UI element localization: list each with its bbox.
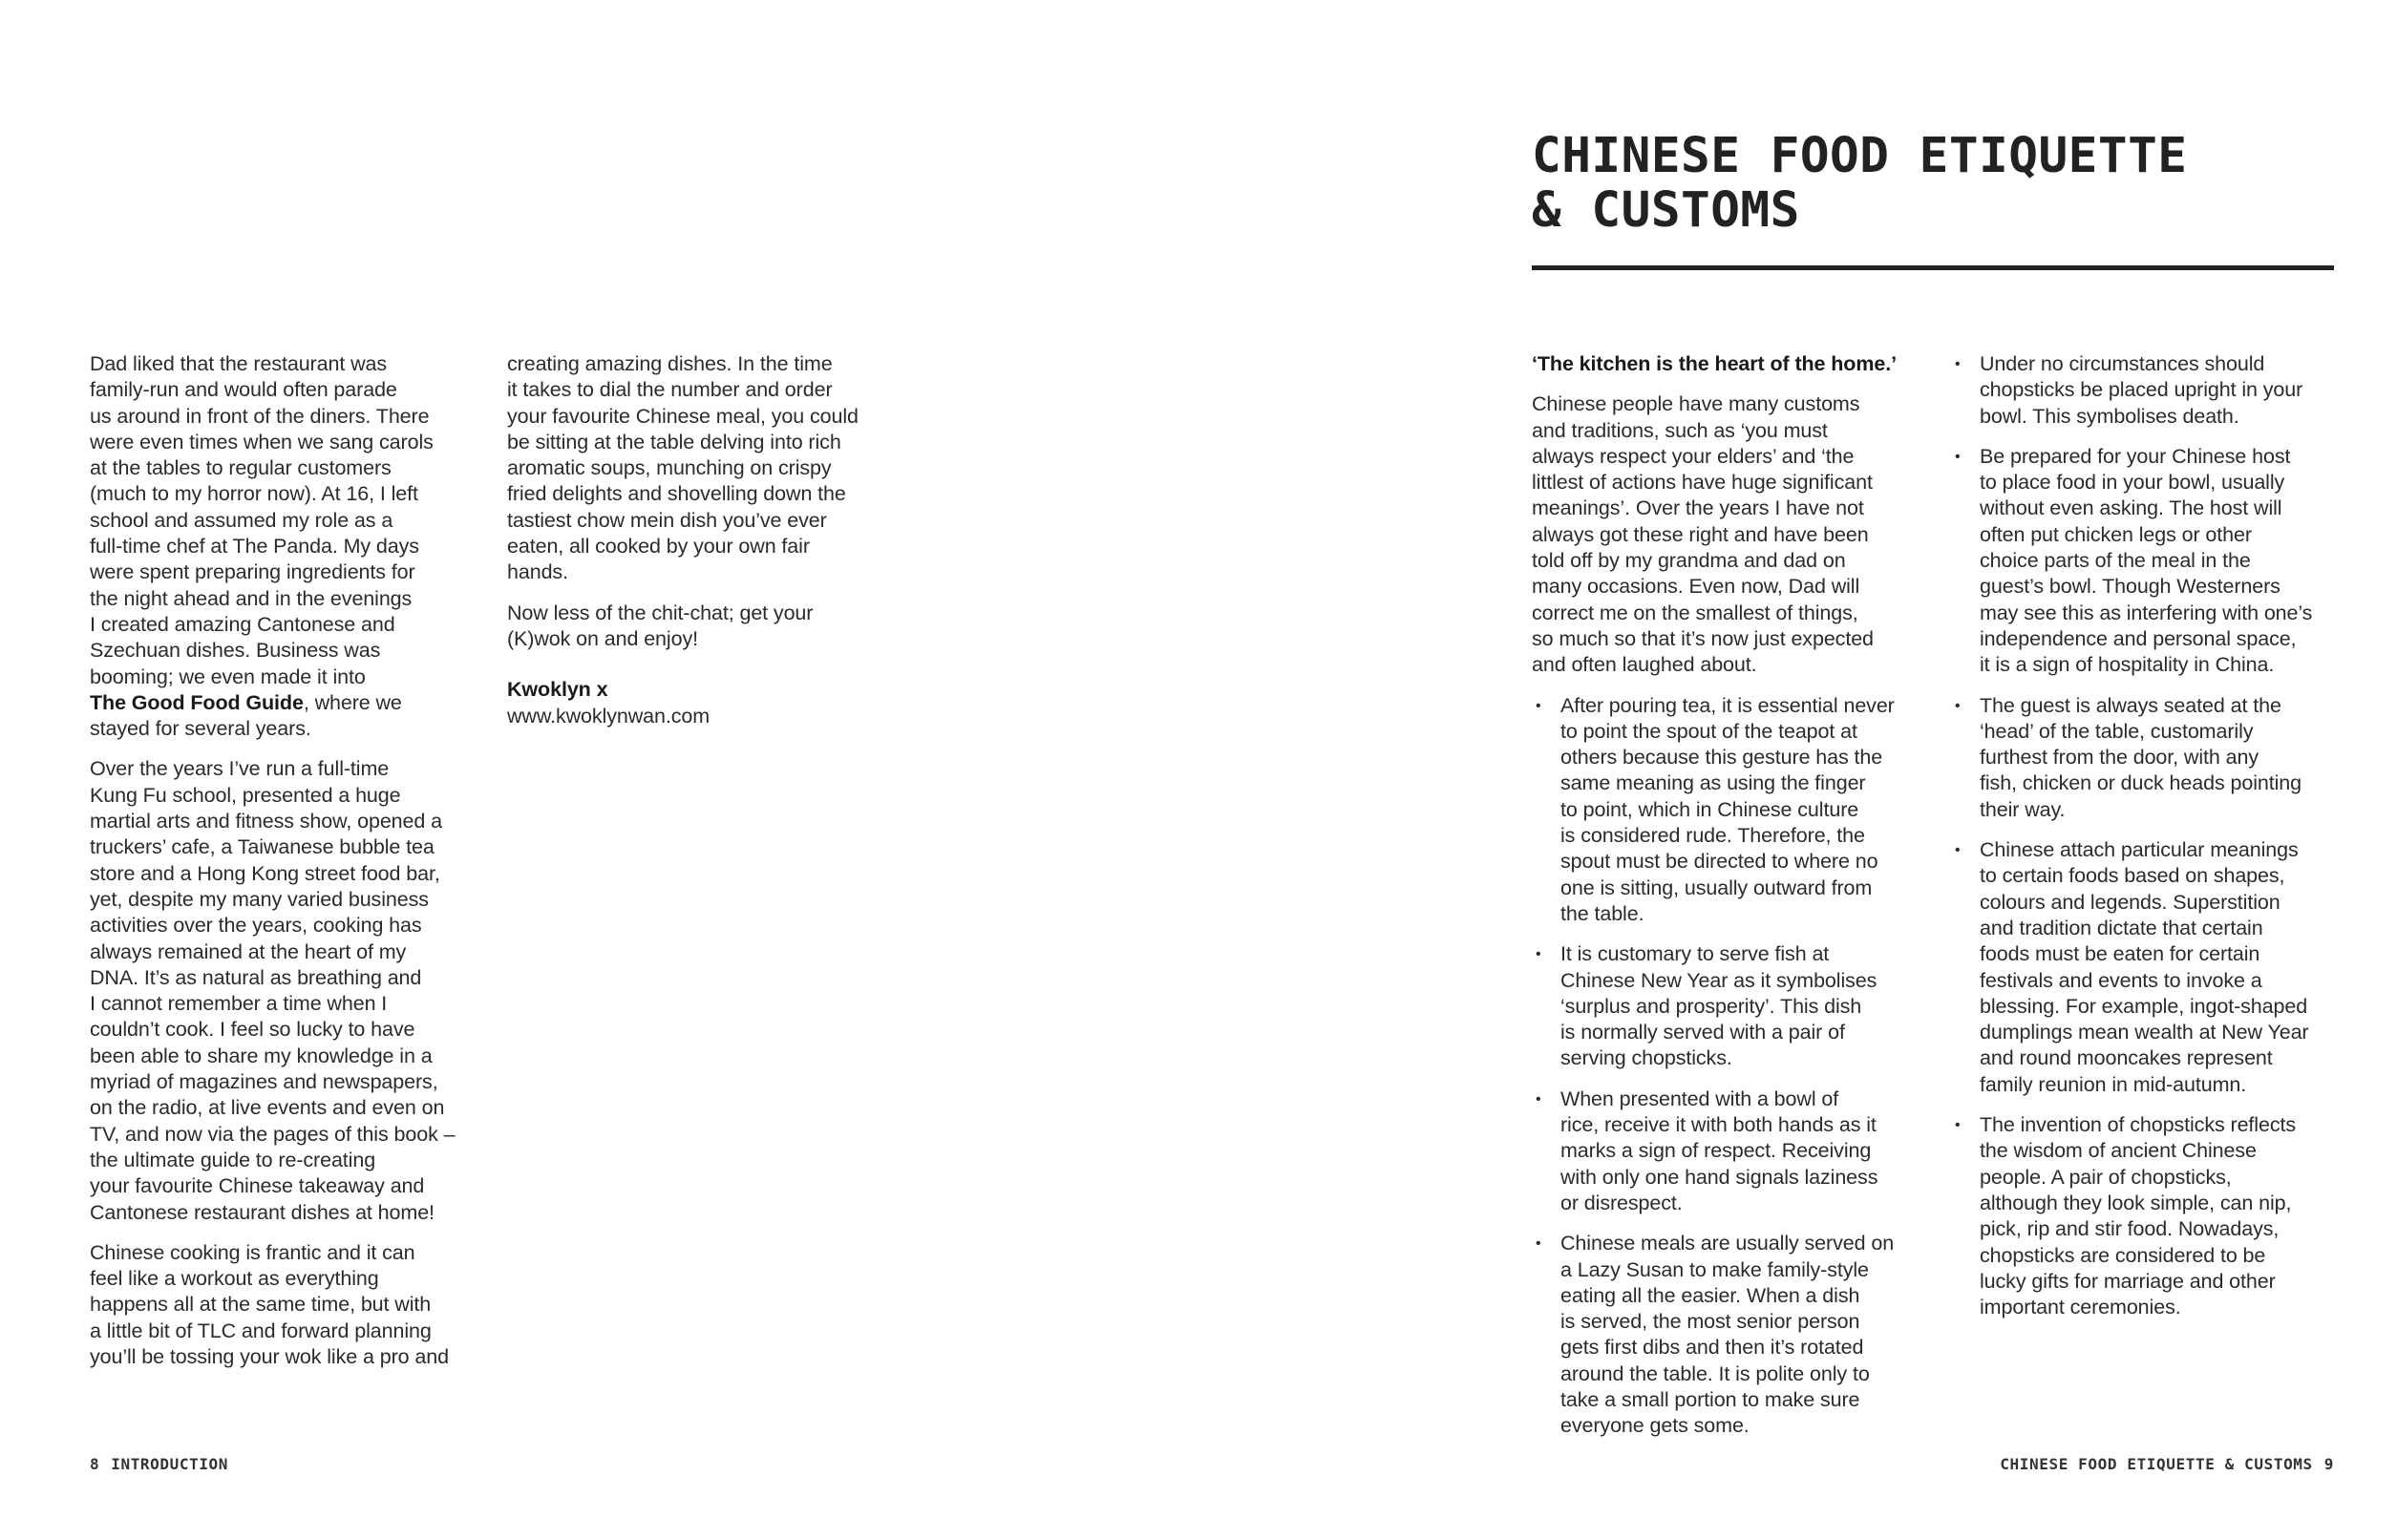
- title-underline-rule: [1532, 265, 2334, 270]
- text-line: serving chopsticks.: [1560, 1046, 1732, 1070]
- pull-quote-text: ‘The kitchen is the heart of the home.’: [1532, 352, 1897, 375]
- text-line: I created amazing Cantonese and: [90, 612, 395, 636]
- text-line: dumplings mean wealth at New Year: [1980, 1021, 2309, 1044]
- text-line: be sitting at the table delving into rich: [507, 430, 841, 454]
- text-run: stayed for several years.: [90, 717, 311, 741]
- text-line: full-time chef at The Panda. My days: [90, 535, 419, 559]
- text-line: guest’s bowl. Though Westerners: [1980, 575, 2280, 599]
- text-line: feel like a workout as everything: [90, 1267, 379, 1291]
- text-line: festivals and events to invoke a: [1980, 968, 2262, 992]
- text-line: so much so that it’s now just expected: [1532, 626, 1874, 650]
- text-line: Dad liked that the restaurant was: [90, 352, 388, 375]
- text-line: the wisdom of ancient Chinese: [1980, 1139, 2257, 1163]
- text-line: Under no circumstances should: [1980, 352, 2265, 375]
- intro-paragraph-4: [507, 351, 889, 586]
- bullet-item: [1532, 1086, 1923, 1216]
- text-line: tastiest chow mein dish you’ve ever: [507, 508, 827, 532]
- right-page-column-1: [1532, 351, 1923, 1440]
- text-line: couldn’t cook. I feel so lucky to have: [90, 1018, 415, 1042]
- text-line: people. A pair of chopsticks,: [1980, 1165, 2232, 1189]
- text-line: school and assumed my role as a: [90, 508, 393, 532]
- text-line: activities over the years, cooking has: [90, 914, 422, 938]
- text-line: fish, chicken or duck heads pointing: [1980, 771, 2302, 795]
- bullet-item: [1951, 837, 2343, 1098]
- text-line: family reunion in mid-autumn.: [1980, 1072, 2247, 1096]
- text-line: one is sitting, usually outward from: [1560, 875, 1873, 899]
- text-line: The guest is always seated at the: [1980, 693, 2281, 717]
- text-line: aromatic soups, munching on crispy: [507, 456, 832, 480]
- text-line: with only one hand signals laziness: [1560, 1165, 1878, 1189]
- text-line: to certain foods based on shapes,: [1980, 864, 2285, 888]
- bullet-item: [1951, 444, 2343, 679]
- text-line: yet, despite my many varied business: [90, 887, 429, 911]
- bullet-item: [1951, 1112, 2343, 1320]
- signature: Kwoklyn x: [507, 678, 608, 702]
- text-line: ‘surplus and prosperity’. This dish: [1560, 994, 1862, 1018]
- text-line: pick, rip and stir food. Nowadays,: [1980, 1217, 2280, 1241]
- text-line: booming; we even made it into: [90, 665, 366, 688]
- text-line: After pouring tea, it is essential never: [1560, 693, 1895, 717]
- text-line: is considered rude. Therefore, the: [1560, 824, 1865, 848]
- page-number: 9: [2323, 1455, 2334, 1473]
- left-page-column-2: [507, 351, 889, 729]
- text-line: told off by my grandma and dad on: [1532, 549, 1846, 573]
- text-line: I cannot remember a time when I: [90, 992, 388, 1016]
- right-page-footer: [2000, 1455, 2334, 1473]
- bullet-dot-icon: •: [1955, 842, 1961, 859]
- chapter-title-line-2: & CUSTOMS: [1532, 182, 1800, 239]
- text-line: myriad of magazines and newspapers,: [90, 1070, 438, 1094]
- pull-quote: [1532, 351, 1923, 377]
- running-footer-label: CHINESE FOOD ETIQUETTE & CUSTOMS: [2000, 1455, 2313, 1473]
- text-line: independence and personal space,: [1980, 626, 2297, 650]
- text-line: often put chicken legs or other: [1980, 522, 2252, 546]
- text-line: always respect your elders’ and ‘the: [1532, 444, 1855, 468]
- text-line: to place food in your bowl, usually: [1980, 471, 2285, 495]
- text-line: their way.: [1980, 797, 2066, 821]
- text-line: take a small portion to make sure: [1560, 1387, 1860, 1411]
- text-line: DNA. It’s as natural as breathing and: [90, 965, 422, 989]
- text-line: always remained at the heart of my: [90, 939, 407, 963]
- text-line: chopsticks are considered to be: [1980, 1243, 2266, 1267]
- text-line: Chinese New Year as it symbolises: [1560, 968, 1877, 992]
- text-line: colours and legends. Superstition: [1980, 890, 2280, 914]
- text-line: everyone gets some.: [1560, 1414, 1750, 1438]
- text-line: spout must be directed to where no: [1560, 850, 1878, 874]
- text-line: eaten, all cooked by your own fair: [507, 535, 810, 559]
- intro-paragraph-1: [90, 351, 472, 742]
- text-line: is served, the most senior person: [1560, 1310, 1860, 1334]
- text-line: furthest from the door, with any: [1980, 746, 2259, 770]
- text-line: a little bit of TLC and forward planning: [90, 1318, 432, 1342]
- text-line: eating all the easier. When a dish: [1560, 1283, 1860, 1307]
- text-line: on the radio, at live events and even on: [90, 1096, 445, 1120]
- text-line: martial arts and fitness show, opened a: [90, 810, 442, 833]
- left-page-footer: [90, 1455, 228, 1473]
- text-line: to point, which in Chinese culture: [1560, 797, 1859, 821]
- text-line: Chinese meals are usually served on: [1560, 1232, 1895, 1255]
- text-line: Now less of the chit-chat; get your: [507, 601, 814, 624]
- text-line: may see this as interfering with one’s: [1980, 601, 2313, 624]
- text-line: your favourite Chinese takeaway and: [90, 1174, 425, 1198]
- text-line: at the tables to regular customers: [90, 456, 392, 480]
- text-line: gets first dibs and then it’s rotated: [1560, 1336, 1864, 1360]
- text-line: Chinese people have many customs: [1532, 392, 1860, 416]
- page-number: 8: [90, 1455, 100, 1473]
- bullet-dot-icon: •: [1955, 697, 1961, 714]
- text-line: Kung Fu school, presented a huge: [90, 783, 401, 807]
- text-line: around the table. It is polite only to: [1560, 1361, 1870, 1385]
- text-line: littlest of actions have huge significant: [1532, 471, 1873, 495]
- text-line: us around in front of the diners. There: [90, 404, 430, 428]
- text-line: the night ahead and in the evenings: [90, 586, 413, 610]
- bullet-item: [1532, 693, 1923, 928]
- running-footer-label: INTRODUCTION: [111, 1455, 229, 1473]
- text-line: were even times when we sang carols: [90, 430, 434, 454]
- text-line: important ceremonies.: [1980, 1296, 2181, 1319]
- text-line: It is customary to serve fish at: [1560, 942, 1830, 966]
- left-page-column-1: [90, 351, 472, 1370]
- text-line: creating amazing dishes. In the time: [507, 352, 833, 375]
- text-line: although they look simple, can nip,: [1980, 1191, 2292, 1214]
- text-run: , where we: [303, 690, 402, 714]
- text-line: it is a sign of hospitality in China.: [1980, 653, 2275, 677]
- bullet-dot-icon: •: [1955, 448, 1961, 465]
- text-line: and tradition dictate that certain: [1980, 916, 2263, 939]
- text-line: without even asking. The host will: [1980, 496, 2282, 520]
- text-line: lucky gifts for marriage and other: [1980, 1269, 2276, 1293]
- text-line: (K)wok on and enjoy!: [507, 626, 698, 650]
- text-line: bowl. This symbolises death.: [1980, 404, 2239, 428]
- text-line: and traditions, such as ‘you must: [1532, 418, 1828, 442]
- text-line: family-run and would often parade: [90, 378, 397, 402]
- text-line: Szechuan dishes. Business was: [90, 639, 381, 663]
- text-line: were spent preparing ingredients for: [90, 560, 415, 584]
- intro-paragraph-3: [90, 1240, 472, 1370]
- text-line: foods must be eaten for certain: [1980, 942, 2260, 966]
- right-page-column-2: [1951, 351, 2343, 1320]
- bold-book-title: The Good Food Guide: [90, 690, 304, 714]
- text-line: happens all at the same time, but with: [90, 1293, 432, 1317]
- text-line: chopsticks be placed upright in your: [1980, 378, 2303, 402]
- text-line: always got these right and have been: [1532, 522, 1869, 546]
- chapter-title: [1532, 129, 2344, 238]
- text-line: The invention of chopsticks reflects: [1980, 1113, 2297, 1137]
- text-line: ‘head’ of the table, customarily: [1980, 719, 2254, 743]
- text-line: and often laughed about.: [1532, 653, 1757, 677]
- signature-block: [507, 677, 889, 729]
- text-line: Over the years I’ve run a full-time: [90, 757, 390, 781]
- text-line: you’ll be tossing your wok like a pro and: [90, 1344, 449, 1368]
- text-line: and round mooncakes represent: [1980, 1046, 2273, 1070]
- text-line: TV, and now via the pages of this book –: [90, 1122, 456, 1146]
- bullet-dot-icon: •: [1955, 1117, 1961, 1134]
- text-line: rice, receive it with both hands as it: [1560, 1113, 1877, 1137]
- text-line: is normally served with a pair of: [1560, 1021, 1845, 1044]
- text-line: blessing. For example, ingot-shaped: [1980, 994, 2308, 1018]
- text-line: fried delights and shovelling down the: [507, 482, 846, 506]
- bullet-item: [1951, 351, 2343, 430]
- bullet-dot-icon: •: [1536, 697, 1541, 714]
- text-line: been able to share my knowledge in a: [90, 1044, 433, 1067]
- text-line: store and a Hong Kong street food bar,: [90, 861, 440, 885]
- bullet-dot-icon: •: [1536, 1090, 1541, 1108]
- text-line: others because this gesture has the: [1560, 746, 1883, 770]
- text-line: many occasions. Even now, Dad will: [1532, 575, 1860, 599]
- website-link[interactable]: www.kwoklynwan.com: [507, 704, 711, 728]
- text-line: it takes to dial the number and order: [507, 378, 833, 402]
- text-line: marks a sign of respect. Receiving: [1560, 1139, 1872, 1163]
- text-line: When presented with a bowl of: [1560, 1086, 1839, 1110]
- text-line: hands.: [507, 560, 568, 584]
- intro-paragraph-5: [507, 601, 889, 653]
- bullet-item: [1532, 941, 1923, 1071]
- chapter-title-line-1: CHINESE FOOD ETIQUETTE: [1532, 128, 2188, 184]
- text-line: truckers’ cafe, a Taiwanese bubble tea: [90, 835, 435, 859]
- text-line: correct me on the smallest of things,: [1532, 601, 1858, 624]
- text-line: Chinese attach particular meanings: [1980, 838, 2299, 862]
- text-line: Chinese cooking is frantic and it can: [90, 1240, 415, 1264]
- bullet-item: [1532, 1231, 1923, 1439]
- bullet-dot-icon: •: [1536, 946, 1541, 963]
- text-block: [90, 352, 434, 688]
- text-line: same meaning as using the finger: [1560, 771, 1866, 795]
- bullet-item: [1951, 693, 2343, 823]
- text-line: to point the spout of the teapot at: [1560, 719, 1857, 743]
- text-line: the ultimate guide to re-creating: [90, 1148, 376, 1171]
- text-line: (much to my horror now). At 16, I left: [90, 482, 418, 506]
- text-line: Cantonese restaurant dishes at home!: [90, 1200, 435, 1224]
- bullet-dot-icon: •: [1955, 356, 1961, 372]
- text-line: a Lazy Susan to make family-style: [1560, 1257, 1869, 1281]
- text-line: meanings’. Over the years I have not: [1532, 496, 1864, 520]
- customs-intro-paragraph: [1532, 391, 1923, 678]
- intro-paragraph-2: [90, 756, 472, 1225]
- text-line: your favourite Chinese meal, you could: [507, 404, 859, 428]
- bullet-dot-icon: •: [1536, 1235, 1541, 1253]
- customs-bullet-list-1: [1532, 693, 1923, 1440]
- text-line: or disrespect.: [1560, 1191, 1683, 1214]
- text-line: Be prepared for your Chinese host: [1980, 444, 2291, 468]
- customs-bullet-list-2: [1951, 351, 2343, 1320]
- text-line: the table.: [1560, 901, 1644, 925]
- text-line: choice parts of the meal in the: [1980, 549, 2251, 573]
